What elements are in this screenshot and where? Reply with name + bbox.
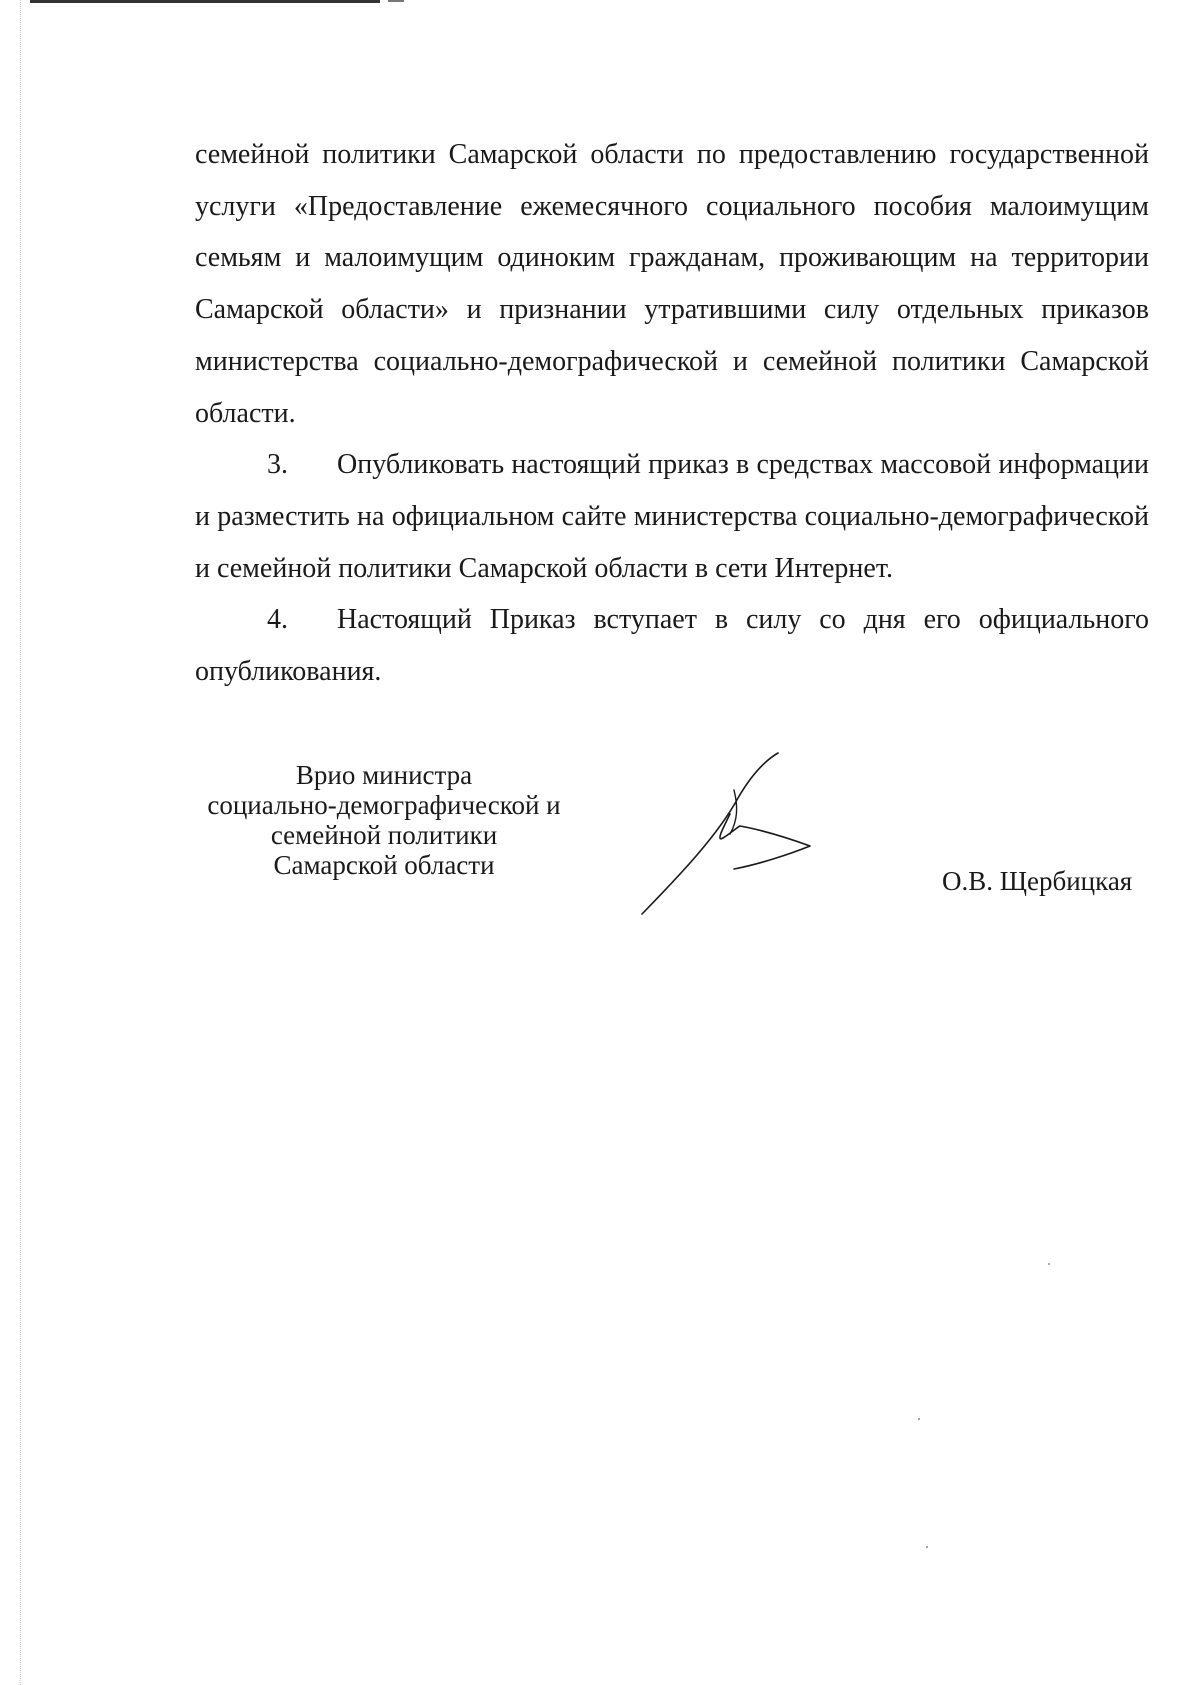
signatory-title-line: Самарской области — [273, 850, 495, 880]
handwritten-signature — [630, 750, 840, 920]
scan-speck — [918, 1418, 920, 1420]
signatory-title — [184, 760, 584, 880]
item-text: Настоящий Приказ вступает в силу со дня его официального опубликования. — [195, 604, 1149, 688]
top-border-rule-fragment — [388, 0, 404, 2]
document-body — [195, 129, 1149, 698]
signatory-title-line: Врио министра — [295, 760, 473, 790]
scan-edge-mark — [20, 0, 22, 1685]
list-item — [195, 439, 1149, 594]
item-number: 4. — [267, 604, 288, 636]
scan-speck — [926, 1546, 928, 1548]
scan-speck — [1048, 1263, 1050, 1265]
top-border-rule — [30, 0, 380, 3]
signatory-title-line: социально-демографической и — [207, 790, 561, 820]
continuation-paragraph: семейной политики Самарской области по предоставлению государственной услуги «Предоставление ежемесячного социального пособия малоимущим семьям и малоимущим одиноким гражданам, проживающим на территории Самарской области» и признании утратившими силу отдельных приказов министерства социально-демографической и семейной политики Самарской области. — [195, 139, 1149, 429]
signatory-title-line: семейной политики — [270, 820, 498, 850]
item-number: 3. — [267, 449, 288, 481]
signer-name: О.В. Щербицкая — [942, 866, 1133, 896]
list-item — [195, 594, 1149, 697]
item-text: Опубликовать настоящий приказ в средствах массовой информации и разместить на официальном сайте министерства социально-демографической и семейной политики Самарской области в сети Интернет. — [195, 449, 1149, 584]
